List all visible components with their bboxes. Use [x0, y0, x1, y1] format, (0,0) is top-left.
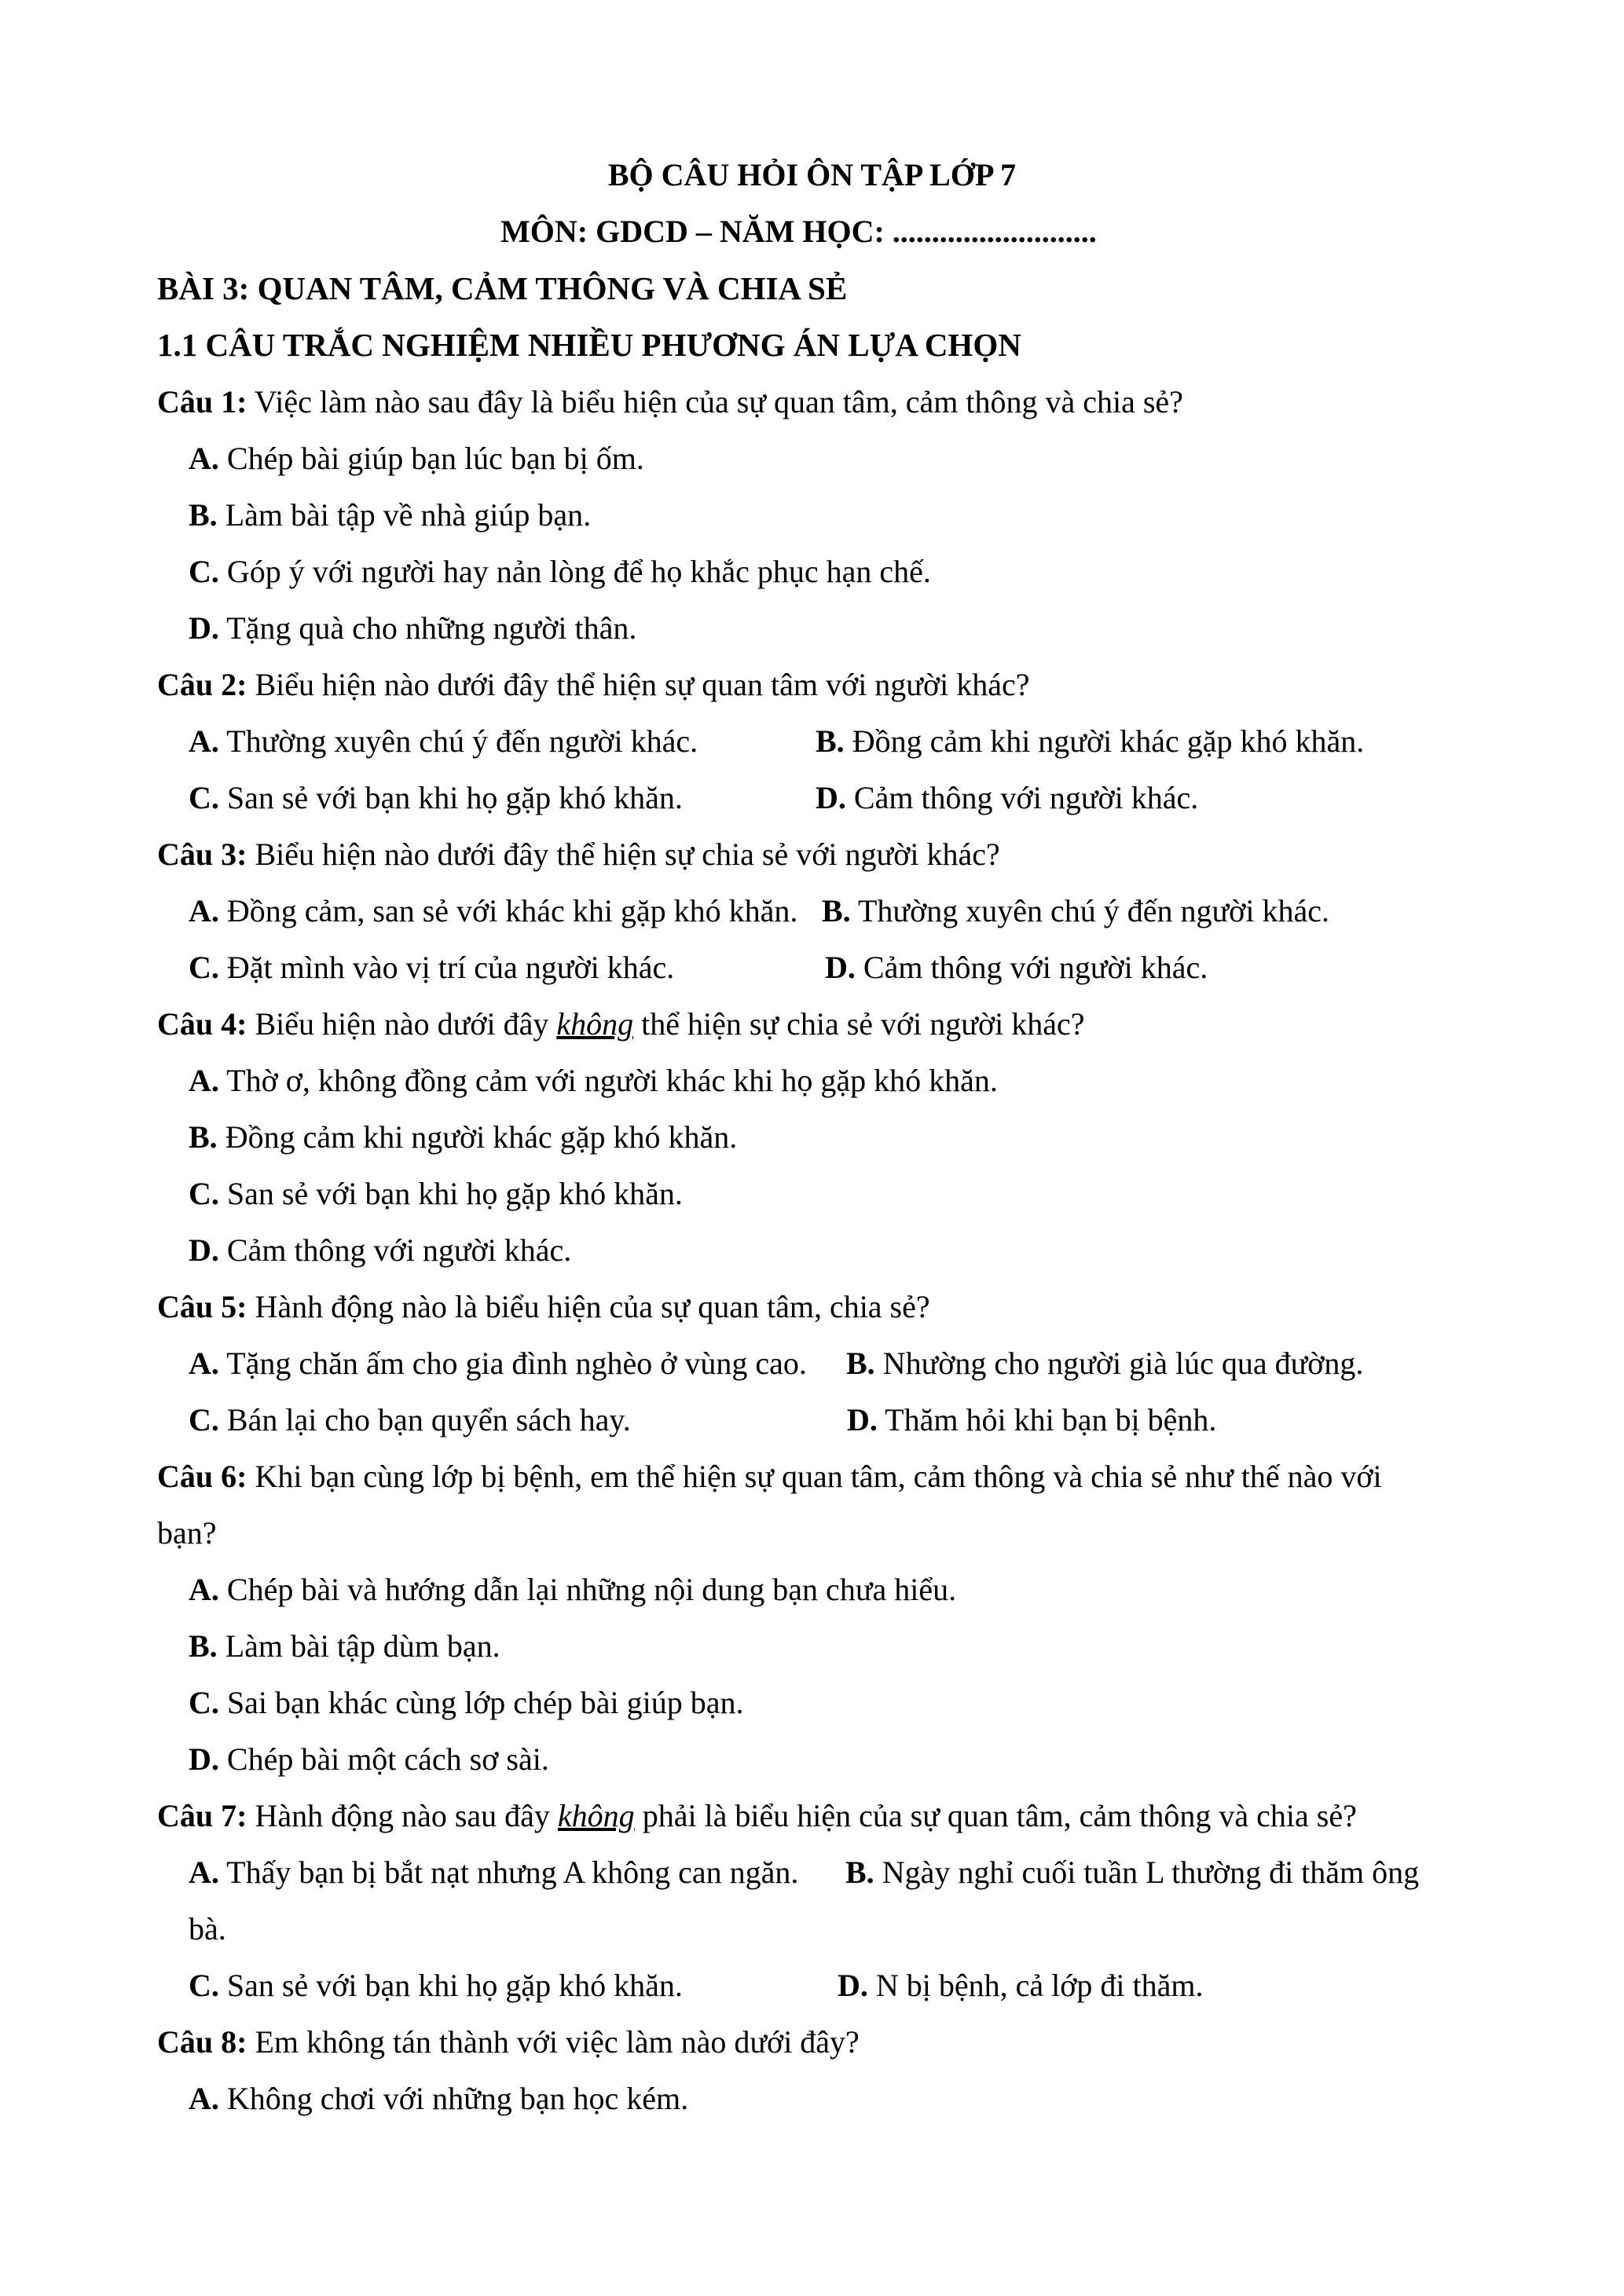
- q3-option-a: A. Đồng cảm, san sẻ với khác khi gặp khó khăn.: [189, 893, 798, 928]
- question-5: Câu 5: Hành động nào là biểu hiện của sự quan tâm, chia sẻ?: [157, 1289, 930, 1324]
- q4-option-b: B. Đồng cảm khi người khác gặp khó khăn.: [189, 1119, 738, 1155]
- q1-option-c: C. Góp ý với người hay nản lòng để họ khắc phục hạn chế.: [189, 554, 931, 589]
- section-heading: 1.1 CÂU TRẮC NGHIỆM NHIỀU PHƯƠNG ÁN LỰA CHỌN: [157, 327, 1021, 363]
- q2-option-d: D. Cảm thông với người khác.: [816, 780, 1199, 815]
- question-7: Câu 7: Hành động nào sau đây không phải là biểu hiện của sự quan tâm, cảm thông và chia sẻ?: [157, 1798, 1357, 1833]
- q1-option-a: A. Chép bài giúp bạn lúc bạn bị ốm.: [189, 441, 644, 476]
- emphasis-khong: không: [557, 1798, 635, 1833]
- question-2: Câu 2: Biểu hiện nào dưới đây thể hiện sự quan tâm với người khác?: [157, 667, 1030, 702]
- q5-option-b: B. Nhường cho người già lúc qua đường.: [846, 1346, 1364, 1381]
- q8-option-a: A. Không chơi với những bạn học kém.: [189, 2081, 689, 2116]
- q6-option-b: B. Làm bài tập dùm bạn.: [189, 1628, 500, 1664]
- question-4: Câu 4: Biểu hiện nào dưới đây không thể hiện sự chia sẻ với người khác?: [157, 1006, 1085, 1042]
- q6-option-a: A. Chép bài và hướng dẫn lại những nội dung bạn chưa hiểu.: [189, 1572, 957, 1607]
- q6-option-c: C. Sai bạn khác cùng lớp chép bài giúp bạn.: [189, 1685, 744, 1720]
- q4-option-c: C. San sẻ với bạn khi họ gặp khó khăn.: [189, 1176, 683, 1211]
- q5-option-a: A. Tặng chăn ấm cho gia đình nghèo ở vùng cao.: [189, 1346, 807, 1381]
- q7-option-b-continued: bà.: [189, 1911, 226, 1946]
- lesson-heading: BÀI 3: QUAN TÂM, CẢM THÔNG VÀ CHIA SẺ: [157, 270, 848, 306]
- subject-line: MÔN: GDCD – NĂM HỌC: ..........................: [500, 214, 1097, 249]
- q7-option-a: A. Thấy bạn bị bắt nạt nhưng A không can ngăn.: [189, 1855, 799, 1890]
- q3-option-d: D. Cảm thông với người khác.: [825, 950, 1208, 985]
- q2-option-a: A. Thường xuyên chú ý đến người khác.: [189, 723, 698, 759]
- q6-option-d: D. Chép bài một cách sơ sài.: [189, 1741, 549, 1777]
- question-3: Câu 3: Biểu hiện nào dưới đây thể hiện sự chia sẻ với người khác?: [157, 837, 1000, 872]
- q5-option-d: D. Thăm hỏi khi bạn bị bệnh.: [847, 1402, 1217, 1437]
- q1-option-b: B. Làm bài tập về nhà giúp bạn.: [189, 497, 592, 533]
- q2-option-b: B. Đồng cảm khi người khác gặp khó khăn.: [816, 723, 1365, 759]
- question-6: Câu 6: Khi bạn cùng lớp bị bệnh, em thể hiện sự quan tâm, cảm thông và chia sẻ như thế nào với: [157, 1459, 1382, 1494]
- q3-option-c: C. Đặt mình vào vị trí của người khác.: [189, 950, 675, 985]
- document-title: BỘ CÂU HỎI ÔN TẬP LỚP 7: [607, 157, 1017, 192]
- q1-option-d: D. Tặng quà cho những người thân.: [189, 610, 637, 646]
- q5-option-c: C. Bán lại cho bạn quyển sách hay.: [189, 1402, 631, 1437]
- q3-option-b: B. Thường xuyên chú ý đến người khác.: [822, 893, 1329, 928]
- emphasis-khong: không: [556, 1006, 634, 1042]
- question-8: Câu 8: Em không tán thành với việc làm nào dưới đây?: [157, 2024, 860, 2060]
- q4-option-d: D. Cảm thông với người khác.: [189, 1232, 572, 1268]
- question-6-continued: bạn?: [157, 1515, 217, 1551]
- q7-option-b: B. Ngày nghỉ cuối tuần L thường đi thăm ông: [845, 1855, 1420, 1890]
- q2-option-c: C. San sẻ với bạn khi họ gặp khó khăn.: [189, 780, 683, 815]
- question-1: Câu 1: Việc làm nào sau đây là biểu hiện của sự quan tâm, cảm thông và chia sẻ?: [157, 384, 1183, 419]
- q7-option-d: D. N bị bệnh, cả lớp đi thăm.: [838, 1968, 1204, 2003]
- q4-option-a: A. Thờ ơ, không đồng cảm với người khác khi họ gặp khó khăn.: [189, 1063, 998, 1098]
- q7-option-c: C. San sẻ với bạn khi họ gặp khó khăn.: [189, 1968, 683, 2003]
